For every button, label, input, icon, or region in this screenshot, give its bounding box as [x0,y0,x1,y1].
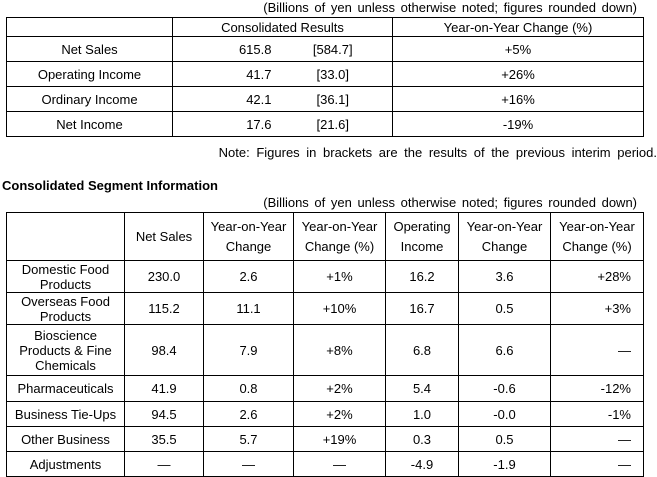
yoy-cell: +26% [393,62,644,87]
row-label: Net Income [7,112,173,137]
yoy-cell: +5% [393,37,644,62]
table-row [7,325,644,376]
segment-label: Business Tie-Ups [7,402,125,427]
ns-yoy-pct-cell: +19% [294,427,386,452]
table-row [7,402,644,427]
ns-yoy-pct-cell: +8% [294,325,386,376]
value-cell: 42.1 [173,87,274,112]
table-header-row [7,213,644,261]
header-net-sales-yoy: Year-on-Year Change [204,213,294,261]
segment-label: Adjustments [7,452,125,477]
ns-yoy-cell: 0.8 [204,376,294,402]
table-row [7,112,644,137]
op-income-cell: 16.2 [386,261,459,293]
segment-information-table [6,212,644,477]
oi-yoy-cell: -0.6 [459,376,551,402]
op-income-cell: -4.9 [386,452,459,477]
net-sales-cell: 98.4 [125,325,204,376]
segment-section-title: Consolidated Segment Information [2,178,218,193]
ns-yoy-cell: 2.6 [204,402,294,427]
op-income-cell: 16.7 [386,293,459,325]
row-label: Operating Income [7,62,173,87]
net-sales-cell: 115.2 [125,293,204,325]
op-income-cell: 0.3 [386,427,459,452]
segment-label: Pharmaceuticals [7,376,125,402]
table-row [7,427,644,452]
ns-yoy-cell: — [204,452,294,477]
net-sales-cell: — [125,452,204,477]
table-row [7,261,644,293]
net-sales-cell: 94.5 [125,402,204,427]
oi-yoy-pct-cell: +28% [551,261,644,293]
header-consolidated-results: Consolidated Results [173,18,393,37]
yoy-cell: -19% [393,112,644,137]
oi-yoy-cell: 6.6 [459,325,551,376]
header-op-income-yoy-pct: Year-on-Year Change (%) [551,213,644,261]
value-cell: 615.8 [173,37,274,62]
header-blank [7,213,125,261]
oi-yoy-pct-cell: +3% [551,293,644,325]
ns-yoy-cell: 11.1 [204,293,294,325]
oi-yoy-pct-cell: — [551,325,644,376]
oi-yoy-pct-cell: -12% [551,376,644,402]
header-operating-income: Operating Income [386,213,459,261]
net-sales-cell: 35.5 [125,427,204,452]
table-row [7,37,644,62]
oi-yoy-cell: -1.9 [459,452,551,477]
table-row [7,293,644,325]
segment-unit-note: (Billions of yen unless otherwise noted; figures rounded down) [263,195,637,210]
oi-yoy-pct-cell: — [551,427,644,452]
ns-yoy-pct-cell: +1% [294,261,386,293]
value-cell: 41.7 [173,62,274,87]
row-label: Ordinary Income [7,87,173,112]
previous-period-note: Note: Figures in brackets are the results of the previous interim period. [218,145,657,160]
net-sales-cell: 230.0 [125,261,204,293]
ns-yoy-cell: 7.9 [204,325,294,376]
consolidated-results-table [6,17,644,137]
op-income-cell: 5.4 [386,376,459,402]
value-cell: 17.6 [173,112,274,137]
header-yoy-change: Year-on-Year Change (%) [393,18,644,37]
ns-yoy-pct-cell: +10% [294,293,386,325]
segment-label: Overseas Food Products [7,293,125,325]
prev-value-cell: [584.7] [274,37,393,62]
oi-yoy-pct-cell: -1% [551,402,644,427]
ns-yoy-pct-cell: +2% [294,376,386,402]
op-income-cell: 1.0 [386,402,459,427]
oi-yoy-cell: -0.0 [459,402,551,427]
table-row [7,376,644,402]
prev-value-cell: [21.6] [274,112,393,137]
net-sales-cell: 41.9 [125,376,204,402]
row-label: Net Sales [7,37,173,62]
table-row [7,62,644,87]
op-income-cell: 6.8 [386,325,459,376]
yoy-cell: +16% [393,87,644,112]
ns-yoy-cell: 2.6 [204,261,294,293]
oi-yoy-pct-cell: — [551,452,644,477]
prev-value-cell: [33.0] [274,62,393,87]
segment-label: Domestic Food Products [7,261,125,293]
summary-unit-note: (Billions of yen unless otherwise noted; figures rounded down) [263,0,637,15]
segment-label: Other Business [7,427,125,452]
ns-yoy-pct-cell: +2% [294,402,386,427]
table-row [7,452,644,477]
header-net-sales: Net Sales [125,213,204,261]
ns-yoy-cell: 5.7 [204,427,294,452]
segment-label: Bioscience Products & Fine Chemicals [7,325,125,376]
header-blank [7,18,173,37]
header-net-sales-yoy-pct: Year-on-Year Change (%) [294,213,386,261]
table-row [7,87,644,112]
prev-value-cell: [36.1] [274,87,393,112]
table-header-row [7,18,644,37]
oi-yoy-cell: 0.5 [459,293,551,325]
oi-yoy-cell: 3.6 [459,261,551,293]
header-op-income-yoy: Year-on-Year Change [459,213,551,261]
ns-yoy-pct-cell: — [294,452,386,477]
oi-yoy-cell: 0.5 [459,427,551,452]
